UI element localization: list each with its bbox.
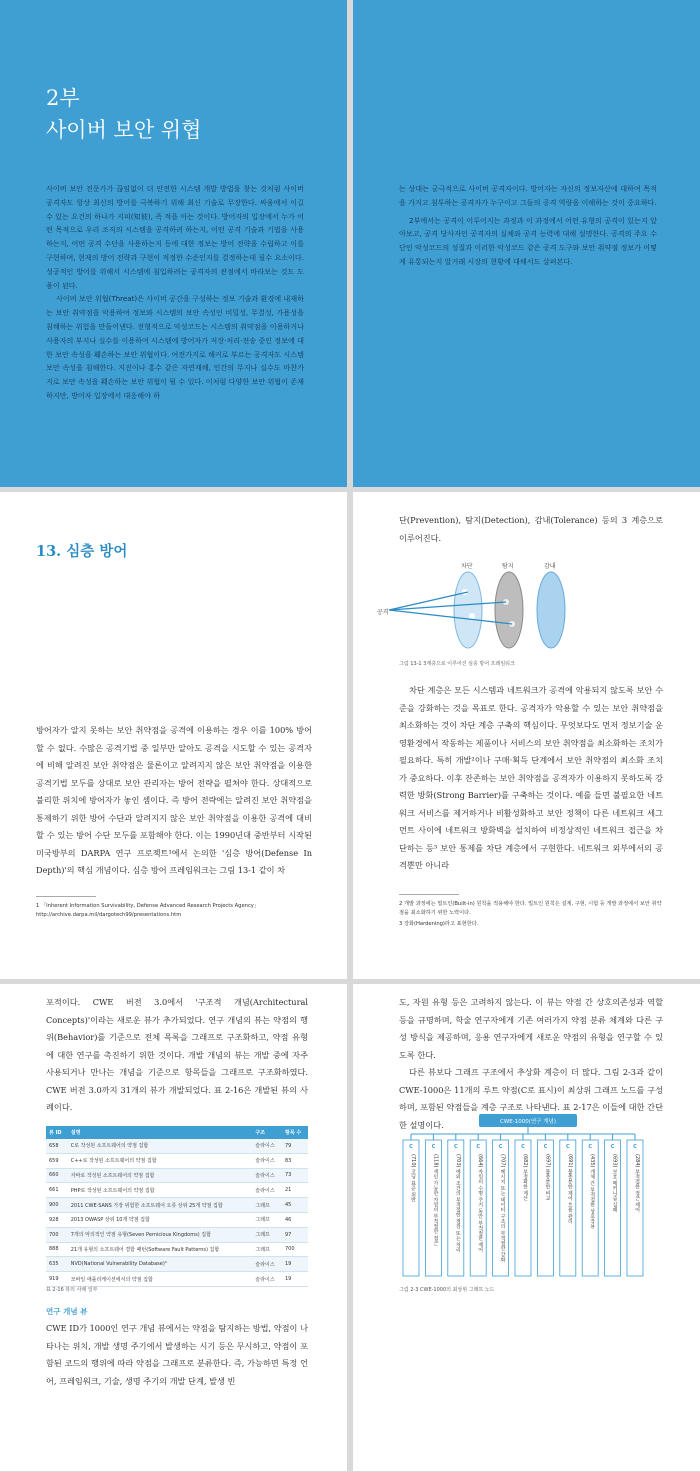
column-header: 뷰 ID — [46, 1126, 68, 1139]
layer-label-prevention: 차단 — [461, 563, 473, 570]
description-cell: 2011 CWE·SANS 가장 위험한 소프트웨어 오류 상위 25개 약점 집합 — [68, 1198, 253, 1213]
view-id-cell: 660 — [46, 1168, 68, 1183]
count-cell: 700 — [282, 1242, 308, 1257]
structure-cell: 슬라이스 — [252, 1183, 282, 1198]
count-cell: 97 — [282, 1227, 308, 1242]
view-id-cell: 919 — [46, 1272, 68, 1287]
root-weakness-marker: C — [409, 1144, 413, 1150]
body-text — [46, 1320, 308, 1390]
body-text — [399, 682, 663, 875]
tree-node-label: (697) 불충분한 비교 — [544, 1154, 551, 1201]
root-weakness-marker: C — [453, 1144, 458, 1150]
page-cwe-views — [0, 984, 347, 1471]
table-row — [46, 1168, 308, 1183]
root-weakness-marker: C — [588, 1144, 593, 1150]
subheading: 연구 개념 뷰 — [46, 1307, 88, 1316]
view-id-cell: 635 — [46, 1257, 68, 1272]
cwe-1000-tree-diagram — [399, 1112, 663, 1282]
structure-cell: 슬라이스 — [252, 1139, 282, 1153]
root-weakness-marker: C — [565, 1144, 570, 1150]
hole-mark — [469, 613, 475, 619]
part-intro-text — [46, 182, 304, 403]
structure-cell: 그래프 — [252, 1242, 282, 1257]
root-weakness-marker: C — [543, 1144, 548, 1150]
attack-label: 공격 — [377, 609, 389, 616]
layer-label-detection: 탐지 — [502, 563, 514, 570]
tree-node-label: (691) 불충분한 제어 흐름 관리 — [566, 1154, 573, 1224]
description-cell: 2013 OWASP 상위 10개 약점 집합 — [68, 1212, 253, 1227]
table-caption: 표 2-16 뷰의 사례 일부 — [46, 1287, 98, 1293]
description-cell: 7개의 악의적인 약점 유형(Seven Pernicious Kingdoms) 집합 — [68, 1227, 253, 1242]
root-weakness-marker: C — [633, 1144, 637, 1150]
table-row — [46, 1212, 308, 1227]
tree-node-label: (664) 자원의 수명 주기 동안 부적절한 제어 — [477, 1154, 484, 1252]
page-cwe-1000 — [353, 984, 700, 1471]
body-text — [399, 512, 663, 547]
tree-node-label: (703) 예외 조건의 부적절한 점검 또는 처리 — [454, 1154, 461, 1252]
footnote-divider — [36, 896, 96, 897]
view-id-cell: 659 — [46, 1153, 68, 1168]
description-cell: NVD(National Vulnerability Database)⁴ — [68, 1257, 253, 1272]
view-id-cell: 658 — [46, 1139, 68, 1153]
tree-node-label: (707) 메시지 또는 데이터 구조의 부적절한 강화 — [499, 1154, 506, 1262]
root-weakness-marker: C — [476, 1144, 481, 1150]
view-id-cell: 888 — [46, 1242, 68, 1257]
structure-cell: 그래프 — [252, 1198, 282, 1213]
paragraph: 단(Prevention), 탐지(Detection), 감내(Tolerance) 등의 3 계층으로 이루어진다. — [399, 515, 663, 543]
part-number: 2부 — [46, 86, 80, 110]
paragraph: 사이버 보안 위협(Threat)은 사이버 공간을 구성하는 정보 기술과 환경에 내재하는 보안 취약점을 악용하여 정보와 시스템의 보안 속성인 비밀성, 무결성, 가용성을 침해하는 위험을 만들어낸다. 전형적으로 악성코드는 시스템의 취약점을 이용하거나 사용자의 부지나 실수를 이용하여 시스템에 방어자가 저장·처리·전송 중인 정보에 대한 보안 속성을 훼손하는 보안 위협이다. 여전가지로 해커로 부르는 공격자도 시스템 보안 속성을 침해한다. 지진이나 홍수 같은 자연재해, 인간의 무지나 실수도 마찬가지로 보안 속성을 훼손하는 보안 위협이 될 수 있다. 이처럼 다양한 보안 위협이 존재하지만, 방어자 입장에서 대응해야 하 — [46, 294, 304, 400]
view-id-cell: 700 — [46, 1227, 68, 1242]
paragraph: 2부에서는 공격이 이루어지는 과정과 이 과정에서 어떤 유형의 공격이 있는지 알아보고, 공격 당사자인 공격자의 실체와 공격 능력에 대해 설명한다. 공격의 주요 수단인 악성코드의 성질과 이러한 악성코드 같은 공격 도구와 보안 취약점 정보가 어떻게 유통되는지 알거래 시장의 현황에 대해서도 살펴본다. — [399, 215, 657, 266]
body-text — [46, 994, 308, 1117]
tree-node-label: (118) 색인 가능한 자원의 부적절한 접근 — [432, 1154, 439, 1246]
root-weakness-marker: C — [431, 1144, 436, 1150]
table-row — [46, 1242, 308, 1257]
count-cell: 19 — [282, 1257, 308, 1272]
root-weakness-marker: C — [610, 1144, 615, 1150]
table-row — [46, 1139, 308, 1153]
table-row — [46, 1272, 308, 1287]
page-part2-intro-right — [353, 0, 700, 487]
tree-node-label: (284) 부적절한 접근 제어 — [634, 1154, 640, 1213]
body-text — [36, 722, 312, 880]
structure-cell: 슬라이스 — [252, 1257, 282, 1272]
column-header: 항목 수 — [282, 1126, 308, 1139]
paragraph: CWE ID가 1000인 연구 개념 뷰에서는 약점을 탐지하는 방법, 약점이 나타나는 위치, 개발 생명 주기에서 발생하는 시기 등은 무시하고, 약점이 포함된 코드의 행위에 따라 약점을 그래프로 분류한다. 즉, 가능하면 특정 언어, 프레임워크, 기술, 생명 주기의 개발 단계, 발생 빈 — [46, 1323, 308, 1386]
description-cell: C로 작성된 소프트웨어의 약점 집합 — [68, 1139, 253, 1153]
description-cell: PHP로 작성된 소프트웨어의 약점 집합 — [68, 1183, 253, 1198]
paragraph: 다른 뷰보다 그래프 구조에서 추상화 계층이 더 많다. 그림 2-3과 같이 CWE-1000은 11개의 루트 약점(C로 표시)이 최상위 그래프 노드를 구성하며, 포함된 약점들을 계층 구조로 나타낸다. 표 2-17은 이들에 대한 간단한 설명이다. — [399, 1067, 663, 1130]
figure-caption: 그림 13-1 3계층으로 이루어진 심층 방어 프레임워크 — [399, 661, 515, 667]
description-cell: 21개 유형의 소프트웨어 결함 패턴(Software Fault Patterns) 집합 — [68, 1242, 253, 1257]
layer-label-tolerance: 감내 — [544, 563, 556, 570]
page-framework — [353, 492, 700, 979]
part-intro-text-cont — [399, 182, 657, 269]
count-cell: 73 — [282, 1168, 308, 1183]
footnote: 1 「Inherent Information Survivability, Defense Advanced Research Projects Agency」 http://archive.darpa.mil/dargotech99/presentations.htm — [36, 903, 260, 918]
count-cell: 45 — [282, 1198, 308, 1213]
structure-cell: 슬라이스 — [252, 1168, 282, 1183]
count-cell: 46 — [282, 1212, 308, 1227]
paragraph: 차단 계층은 모든 시스템과 네트워크가 공격에 악용되지 않도록 보안 수준을 강화하는 것을 목표로 한다. 공격자가 악용할 수 있는 보안 취약점을 최소화하는 것이 차단 계층 구축의 핵심이다. 무엇보다도 먼저 정보기술 운영환경에서 작동하는 제품이나 서비스의 보안 취약점을 최소화하는 조치가 필요하다. 특히 개발²이나 구매·획득 단계에서 보안 취약점의 최소화 조치가 중요하다. 이후 잔존하는 보안 취약점을 공격자가 이용하지 못하도록 강력한 방화(Strong Barrier)를 구축하는 것이다. 예를 들면 불필요한 네트워크 서비스를 제거하거나 비활성화하고 보안 정책이 다른 네트워크 세그먼트 사이에 네트워크 방화벽을 설치하여 비정상적인 네트워크 접근을 차단하는 등³ 보안 통제를 차단 계층에서 구현한다. 네트워크 외부에서의 공격뿐만 아니라 — [399, 685, 663, 870]
footnote: 3 강화(Hardening)라고 표현한다. — [399, 921, 479, 927]
column-header: 구조 — [252, 1126, 282, 1139]
footnote-divider — [399, 894, 459, 895]
description-cell: 모바일 애플리케이션에서의 약점 집합 — [68, 1272, 253, 1287]
table-row — [46, 1153, 308, 1168]
paragraph: 는 상대는 궁극적으로 사이버 공격자이다. 방어자는 자신의 정보자산에 대하여 목적을 가지고 침투하는 공격자가 누구이고 그들의 공격 역량을 이해하는 것이 중요하다. — [399, 184, 657, 207]
tree-node-label: (710) 코딩 표준 위반 — [410, 1154, 416, 1203]
footnote: 2 개발 과정에는 빌트인(Built-in) 원칙을 적용해야 한다. 빌트인 원칙은 설계, 구현, 시험 등 개발 과정에서 보안 취약점을 최소화하기 위한 노력이다. — [399, 901, 662, 916]
view-id-cell: 928 — [46, 1212, 68, 1227]
tree-node-label: (435) 개체 간 부적절한 상호작용 — [589, 1154, 596, 1229]
tolerance-layer — [537, 572, 565, 648]
section-heading: 13. 심층 방어 — [36, 543, 128, 560]
tree-node-label: (682) 부정확한 계산 — [522, 1154, 528, 1201]
structure-cell: 그래프 — [252, 1212, 282, 1227]
count-cell: 21 — [282, 1183, 308, 1198]
cwe-views-table — [46, 1126, 308, 1287]
defense-layers-diagram — [373, 558, 623, 654]
paragraph: 도, 자원 유형 등은 고려하지 않는다. 이 뷰는 약점 간 상호의존성과 역할 등을 규명하며, 학술 연구자에게 기존 여러가지 약점 분류 체계와 다른 구성 방식을 제공하며, 응용 연구자에게 새로운 약점의 유형을 연구할 수 있도록 한다. — [399, 997, 663, 1060]
attack-arrow — [389, 610, 512, 624]
detection-layer — [495, 572, 523, 648]
count-cell: 83 — [282, 1153, 308, 1168]
count-cell: 79 — [282, 1139, 308, 1153]
table-row — [46, 1257, 308, 1272]
structure-cell: 슬라이스 — [252, 1272, 282, 1287]
table-row — [46, 1198, 308, 1213]
paragraph: 방어자가 알지 못하는 보안 취약점을 공격에 이용하는 경우 이를 100% 방어할 수 없다. 수많은 공격기법 중 일부만 알아도 공격을 시도할 수 있는 공격자에 비해 알려진 보안 취약점은 물론이고 알려지지 않은 보안 취약점을 이용한 공격기법 모두를 상대로 보안 관리자는 방어 전략을 펼쳐야 한다. 상대적으로 불리한 위치에 방어자가 놓인 셈이다. 즉 방어 전략에는 알려진 보안 취약점을 통제하기 위한 방어 수단과 알려지지 않은 보안 취약점을 이용한 공격에 대비할 수 있는 방어 수단 모두를 포함해야 한다. 이는 1990년대 중반부터 시작된 미국방부의 DARPA 연구 프로젝트¹에서 논의한 '심층 방어(Defense In Depth)'의 핵심 개념이다. 심층 방어 프레임워크는 그림 13-1 같이 차 — [36, 725, 312, 875]
structure-cell: 슬라이스 — [252, 1153, 282, 1168]
table-row — [46, 1227, 308, 1242]
count-cell: 19 — [282, 1272, 308, 1287]
tree-root-label: CWE-1000(연구 개념) — [499, 1119, 557, 1125]
column-header: 설명 — [68, 1126, 253, 1139]
tree-node-label: (693) 보호 메커니즘 실패 — [611, 1154, 618, 1213]
view-id-cell: 661 — [46, 1183, 68, 1198]
description-cell: C++로 작성된 소프트웨어의 약점 집합 — [68, 1153, 253, 1168]
root-weakness-marker: C — [521, 1144, 525, 1150]
table-header-row — [46, 1126, 308, 1139]
description-cell: 자바로 작성된 소프트웨어의 약점 집합 — [68, 1168, 253, 1183]
part-name: 사이버 보안 위협 — [46, 118, 202, 142]
figure-caption: 그림 2-3 CWE-1000의 최상위 그래프 노드 — [399, 1287, 495, 1293]
root-weakness-marker: C — [498, 1144, 503, 1150]
prevention-layer — [454, 572, 482, 648]
paragraph: 사이버 보안 전문가가 끊임없이 더 안전한 시스템 개발 방법을 찾는 것처럼 사이버 공격자도 항상 최신의 방어를 극복하기 위해 최신 기술로 무장한다. 싸움에서 이길 수 있는 요건의 하나가 지피(知彼), 즉 적을 아는 것이다. 방어자의 입장에서 누가 어떤 목적으로 우리 조직의 시스템을 공격하려 하는지, 어떤 공격 기술과 기법을 사용하는지, 어떤 공격 수단을 사용하는지 등에 대한 정보는 방어 전략을 수립하고 이를 구현하며, 현재의 방어 전략과 구현이 적정한 수준인지를 결정하는데 필수 요소이다. 성공적인 방어를 위해서 시스템에 침입하려는 공격자의 관점에서 바라보는 것도 도움이 된다. — [46, 184, 304, 290]
view-id-cell: 900 — [46, 1198, 68, 1213]
table-row — [46, 1183, 308, 1198]
page-defense-in-depth — [0, 492, 347, 979]
structure-cell: 그래프 — [252, 1227, 282, 1242]
paragraph: 포적이다. CWE 버전 3.0에서 '구조적 개념(Architectural Concepts)'이라는 새로운 뷰가 추가되었다. 연구 개념의 뷰는 약점의 행위(Behavior)를 기준으로 전체 목록을 그래프로 구조화하고, 약점 유형에 대한 연구를 촉진하기 위한 것이다. 개발 개념의 뷰는 개발 중에 자주 사용되거나 만나는 개념을 기준으로 항목들을 그래프로 구조화하였다. CWE 버전 3.0까지 31개의 뷰가 개발되었다. 표 2-16은 개발된 뷰의 사례이다. — [46, 997, 308, 1112]
part-title — [46, 82, 201, 146]
page-part2-intro-left — [0, 0, 347, 487]
